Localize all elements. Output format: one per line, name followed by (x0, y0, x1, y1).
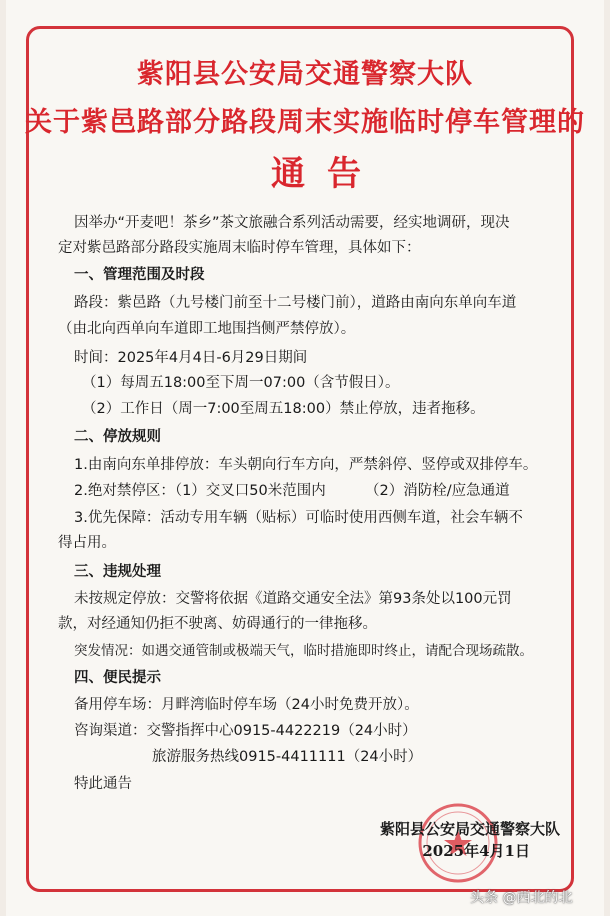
road-line-2: （由北向西单向车道即工地围挡侧严禁停放）。 (58, 321, 356, 337)
emergency-line: 突发情况：如遇交通管制或极端天气，临时措施即时终止，请配合现场疏散。 (74, 643, 533, 659)
rule-3-line-1: 3.优先保障：活动专用车辆（贴标）可临时使用西侧车道，社会车辆不 (74, 510, 523, 526)
time-line: 时间：2025年4月4日-6月29日期间 (74, 350, 308, 366)
watermark: 头条 @西北的北 (470, 890, 573, 906)
rule-2b: （2）消防栓/应急通道 (365, 483, 510, 499)
violation-line-2: 款，对经通知仍拒不驶离、妨碍通行的一律拖移。 (58, 616, 377, 632)
rule-2a: 2.绝对禁停区：（1）交叉口50米范围内 (74, 483, 326, 499)
contact-tourism: 旅游服务热线0915-4411111（24小时） (152, 749, 423, 765)
rule-3-line-2: 得占用。 (58, 535, 116, 551)
section-heading-violations: 三、违规处理 (74, 564, 161, 580)
section-heading-scope: 一、管理范围及时段 (74, 267, 205, 283)
backup-parking: 备用停车场：月畔湾临时停车场（24小时免费开放）。 (74, 697, 419, 713)
notice-title-subject: 关于紫邑路部分路段周末实施临时停车管理的 (25, 107, 585, 138)
intro-line-2: 定对紫邑路部分路段实施周末临时停车管理，具体如下： (58, 240, 421, 256)
notice-title-label: 通告 (271, 154, 383, 194)
section-heading-tips: 四、便民提示 (74, 670, 161, 686)
notice-title-issuer: 紫阳县公安局交通警察大队 (137, 59, 473, 90)
contact-police: 咨询渠道：交警指挥中心0915-4422219（24小时） (74, 723, 417, 739)
road-line-1: 路段：紫邑路（九号楼门前至十二号楼门前），道路由南向东单向车道 (74, 295, 517, 311)
time-item-2: （2）工作日（周一7:00至周五18:00）禁止停放，违者拖移。 (82, 401, 485, 417)
violation-line-1: 未按规定停放：交警将依据《道路交通安全法》第93条处以100元罚 (74, 591, 512, 607)
time-item-1: （1）每周五18:00至下周一07:00（含节假日）。 (82, 375, 400, 391)
signature-issuer: 紫阳县公安局交通警察大队 (379, 820, 560, 838)
rule-1: 1.由南向东单排停放：车头朝向行车方向，严禁斜停、竖停或双排停车。 (74, 457, 538, 473)
signature-date: 2025年4月1日 (422, 842, 530, 860)
section-heading-rules: 二、停放规则 (74, 429, 161, 445)
intro-line-1: 因举办“开麦吧！茶乡”茶文旅融合系列活动需要，经实地调研，现决 (74, 215, 510, 231)
closing-line: 特此通告 (74, 776, 132, 792)
